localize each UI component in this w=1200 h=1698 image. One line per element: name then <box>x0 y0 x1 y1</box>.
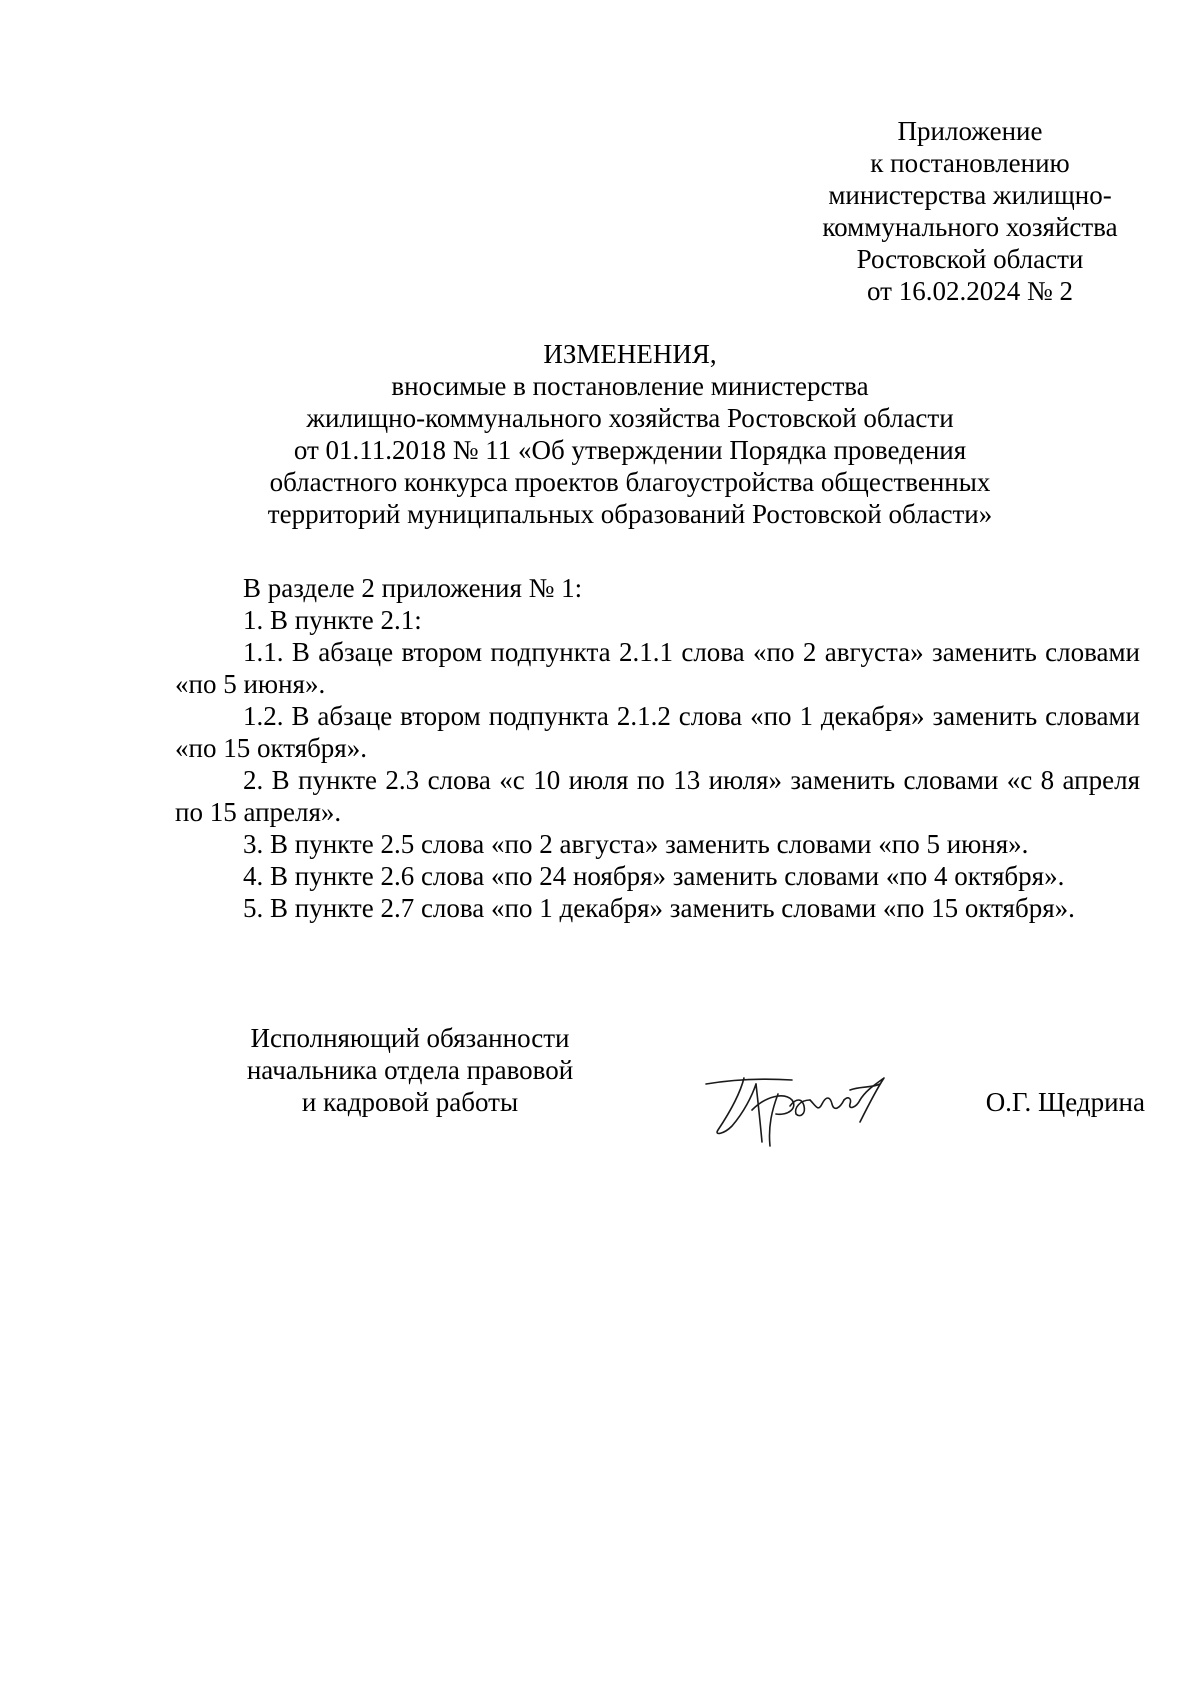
title-line: жилищно-коммунального хозяйства Ростовской области <box>306 403 954 433</box>
appendix-header <box>800 115 1140 307</box>
title-line: территорий муниципальных образований Ростовской области» <box>267 499 993 529</box>
signer-position-line: Исполняющий обязанности <box>250 1023 570 1053</box>
appendix-date-number: от 16.02.2024 № 2 <box>867 276 1073 306</box>
body-paragraph-intro: В разделе 2 приложения № 1: <box>243 573 583 603</box>
signer-position-line: начальника отдела правовой <box>246 1055 574 1085</box>
signer-position <box>220 1022 600 1118</box>
body-paragraph-item-1-1: 1.1. В абзаце втором подпункта 2.1.1 слова «по 2 августа» заменить словами «по 5 июня». <box>175 637 1140 699</box>
appendix-line: Ростовской области <box>856 244 1084 274</box>
appendix-line: министерства жилищно- <box>828 180 1112 210</box>
signer-position-line: и кадровой работы <box>301 1087 519 1117</box>
title-line: вносимые в постановление министерства <box>391 371 869 401</box>
body-paragraph-item-1: 1. В пункте 2.1: <box>243 605 422 635</box>
handwritten-signature <box>700 1050 900 1160</box>
body-paragraph-item-5: 5. В пункте 2.7 слова «по 1 декабря» заменить словами «по 15 октября». <box>243 893 1075 923</box>
title-heading: ИЗМЕНЕНИЯ, <box>543 339 717 369</box>
signer-name: О.Г. Щедрина <box>985 1087 1145 1117</box>
title-line: областного конкурса проектов благоустройства общественных <box>269 467 991 497</box>
appendix-line: коммунального хозяйства <box>822 212 1118 242</box>
body-paragraph-item-2: 2. В пункте 2.3 слова «с 10 июля по 13 июля» заменить словами «с 8 апреля по 15 апреля». <box>175 765 1140 827</box>
title-line: от 01.11.2018 № 11 «Об утверждении Порядка проведения <box>293 435 967 465</box>
body-paragraph-item-4: 4. В пункте 2.6 слова «по 24 ноября» заменить словами «по 4 октября». <box>243 861 1065 891</box>
document-title <box>200 338 1060 530</box>
appendix-line: к постановлению <box>870 148 1070 178</box>
appendix-line: Приложение <box>897 116 1043 146</box>
body-paragraph-item-1-2: 1.2. В абзаце втором подпункта 2.1.2 слова «по 1 декабря» заменить словами «по 15 октября». <box>175 701 1140 763</box>
document-body <box>175 572 1140 924</box>
body-paragraph-item-3: 3. В пункте 2.5 слова «по 2 августа» заменить словами «по 5 июня». <box>243 829 1029 859</box>
